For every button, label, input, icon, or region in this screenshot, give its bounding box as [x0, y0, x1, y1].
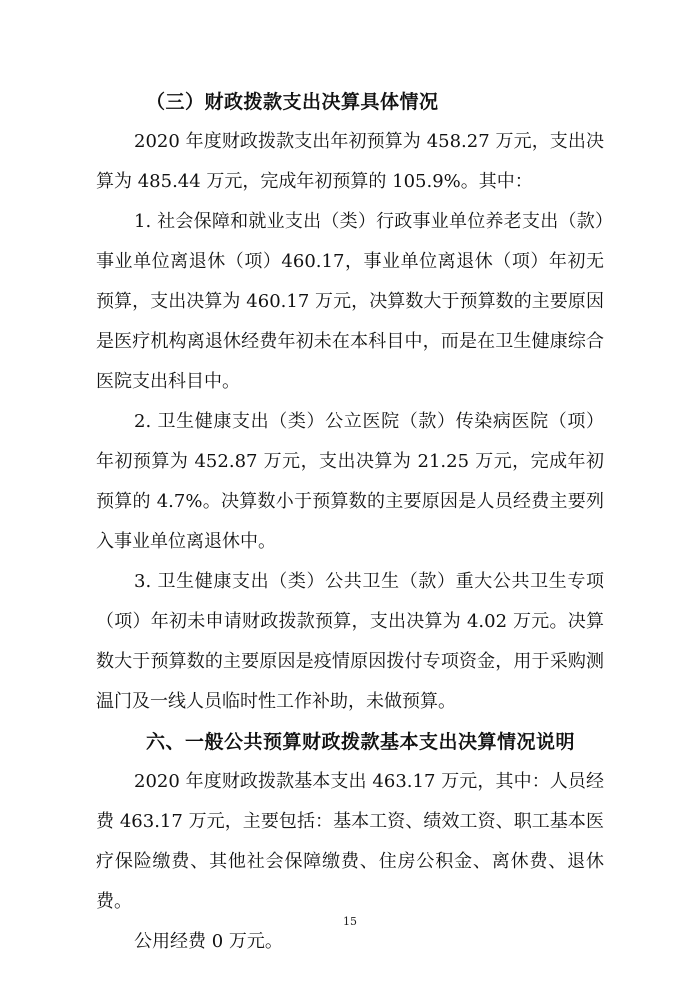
paragraph-item-1-social-security: 1. 社会保障和就业支出（类）行政事业单位养老支出（款）事业单位离退休（项）460.17，事业单位离退休（项）年初无预算，支出决算为 460.17 万元，决算数大于预算数的主要原因是医疗机构离退休经费年初未在本科目中，而是在卫生健康综合医院支出科目中。	[96, 211, 604, 392]
paragraph-budget-summary: 2020 年度财政拨款支出年初预算为 458.27 万元，支出决算为 485.44 万元，完成年初预算的 105.9%。其中：	[96, 131, 604, 192]
section-heading-basic-expenditure: 六、一般公共预算财政拨款基本支出决算情况说明	[146, 731, 576, 753]
paragraph-item-3-public-health: 3. 卫生健康支出（类）公共卫生（款）重大公共卫生专项（项）年初未申请财政拨款预算，支出决算为 4.02 万元。决算数大于预算数的主要原因是疫情原因拨付专项资金，用于采购测温门及一线人员临时性工作补助，未做预算。	[96, 571, 604, 712]
section-heading-financial-expenditure-details: （三）财政拨款支出决算具体情况	[146, 91, 439, 113]
paragraph-item-2-health-hospital: 2. 卫生健康支出（类）公立医院（款）传染病医院（项）年初预算为 452.87 万元，支出决算为 21.25 万元，完成年初预算的 4.7%。决算数小于预算数的主要原因是人员经费主要列入事业单位离退休中。	[96, 411, 604, 552]
document-body	[96, 82, 604, 962]
paragraph-basic-expenditure-summary: 2020 年度财政拨款基本支出 463.17 万元，其中：人员经费 463.17 万元，主要包括：基本工资、绩效工资、职工基本医疗保险缴费、其他社会保障缴费、住房公积金、离休费、退休费。	[96, 771, 604, 912]
paragraph-public-expense: 公用经费 0 万元。	[134, 931, 283, 952]
page-number: 15	[343, 915, 357, 928]
